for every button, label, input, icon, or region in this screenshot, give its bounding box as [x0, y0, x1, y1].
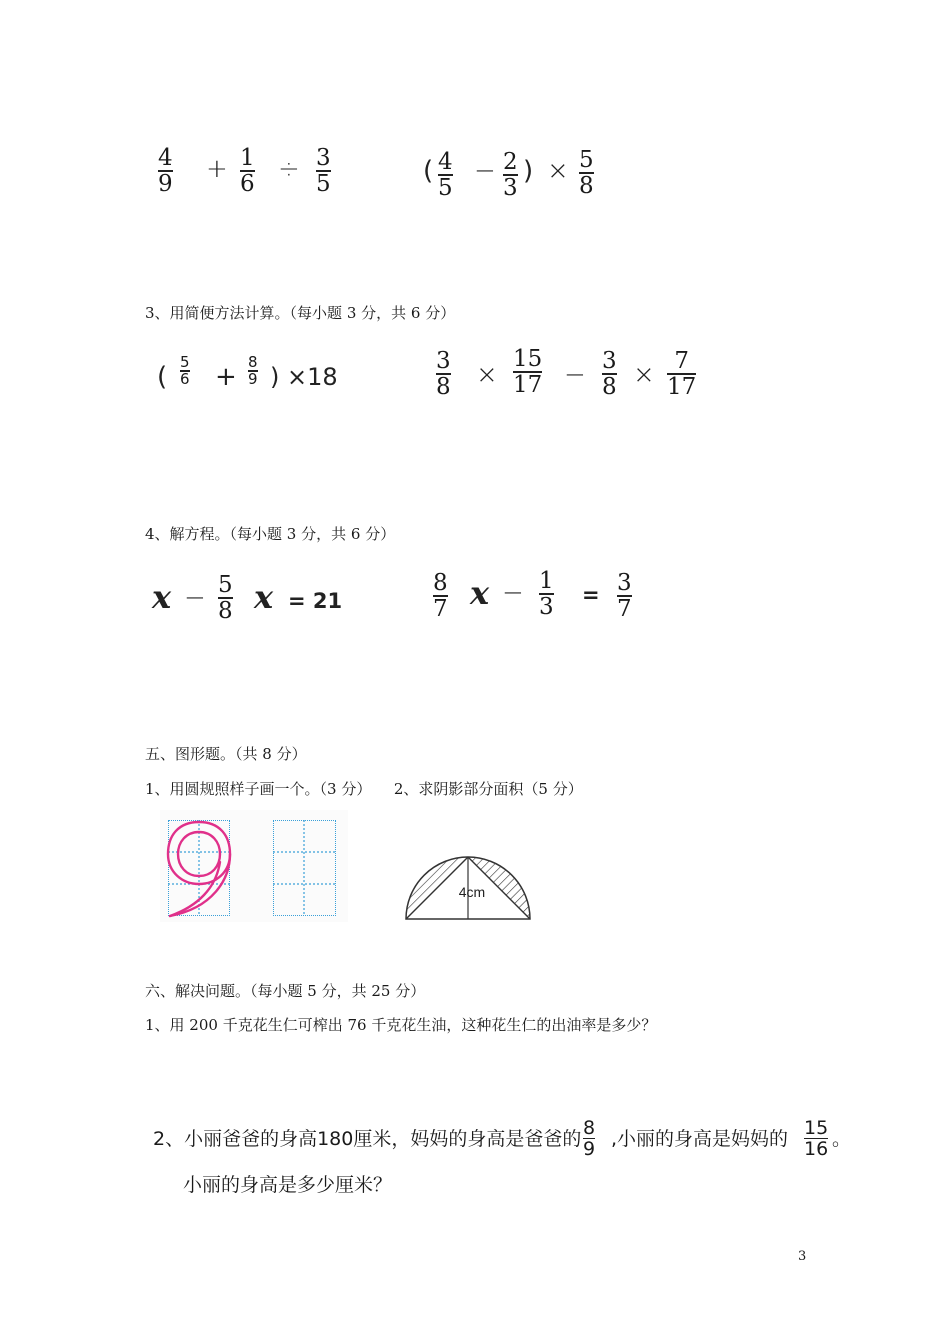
- section-4-heading: 4、解方程。（每小题 3 分，共 6 分）: [145, 525, 396, 543]
- fraction: 8 9: [583, 1117, 596, 1160]
- fraction: 7 17: [667, 348, 697, 400]
- question-2-part1: 2、小丽爸爸的身高180厘米，妈妈的身高是爸爸的: [153, 1128, 582, 1150]
- grid-lines-and-nine-shape: [160, 810, 348, 922]
- fraction: 5 6: [180, 353, 190, 388]
- plus-operator: +: [206, 154, 228, 184]
- open-paren: (: [157, 362, 168, 392]
- fraction: 5 8: [218, 572, 233, 624]
- open-paren: (: [423, 156, 434, 186]
- minus-operator: −: [184, 583, 206, 613]
- close-paren-times-18: ) ×18: [270, 363, 338, 391]
- fraction: 3 5: [316, 145, 331, 197]
- radius-label: 4cm: [458, 884, 486, 900]
- section-6-heading: 六、解决问题。（每小题 5 分，共 25 分）: [145, 982, 426, 1000]
- times-operator: ×: [476, 360, 498, 390]
- fraction: 3 8: [436, 348, 451, 400]
- variable-x: x: [152, 578, 172, 616]
- minus-operator: −: [564, 360, 586, 390]
- page-number: 3: [798, 1249, 807, 1264]
- close-paren: ): [523, 156, 534, 186]
- fraction: 15 17: [513, 346, 543, 398]
- fraction: 4 9: [158, 145, 173, 197]
- times-operator: ×: [633, 360, 655, 390]
- fraction: 8 9: [248, 353, 258, 388]
- divide-operator: ÷: [278, 154, 300, 184]
- fraction: 3 7: [617, 570, 632, 622]
- section-5-heading: 五、图形题。（共 8 分）: [145, 745, 307, 763]
- compass-drawing-figure: [160, 810, 348, 922]
- section-5-subheading: 1、用圆规照样子画一个。（3 分） 2、求阴影部分面积（5 分）: [145, 780, 583, 798]
- variable-x: x: [470, 574, 490, 612]
- question-2-part2: ,小丽的身高是妈妈的: [611, 1128, 789, 1150]
- minus-operator: −: [502, 578, 524, 608]
- fraction: 2 3: [503, 149, 518, 201]
- equals-21: = 21: [288, 589, 343, 613]
- minus-operator: −: [474, 156, 496, 186]
- variable-x: x: [254, 578, 274, 616]
- question-2-line2: 小丽的身高是多少厘米？: [183, 1174, 393, 1196]
- fraction: 1 3: [539, 568, 554, 620]
- equals-sign: =: [582, 583, 600, 607]
- fraction: 15 16: [804, 1117, 829, 1160]
- section-3-heading: 3、用简便方法计算。（每小题 3 分，共 6 分）: [145, 304, 456, 322]
- fraction: 4 5: [438, 149, 453, 201]
- fraction: 8 7: [433, 570, 448, 622]
- question-2-part3: 。: [832, 1128, 852, 1150]
- semicircle-shaded-area-figure: [400, 848, 536, 926]
- fraction: 1 6: [240, 145, 255, 197]
- fraction: 3 8: [602, 348, 617, 400]
- plus-operator: +: [215, 362, 237, 392]
- question-1: 1、用 200 千克花生仁可榨出 76 千克花生油，这种花生仁的出油率是多少？: [145, 1016, 657, 1034]
- fraction: 5 8: [579, 147, 594, 199]
- times-operator: ×: [547, 156, 569, 186]
